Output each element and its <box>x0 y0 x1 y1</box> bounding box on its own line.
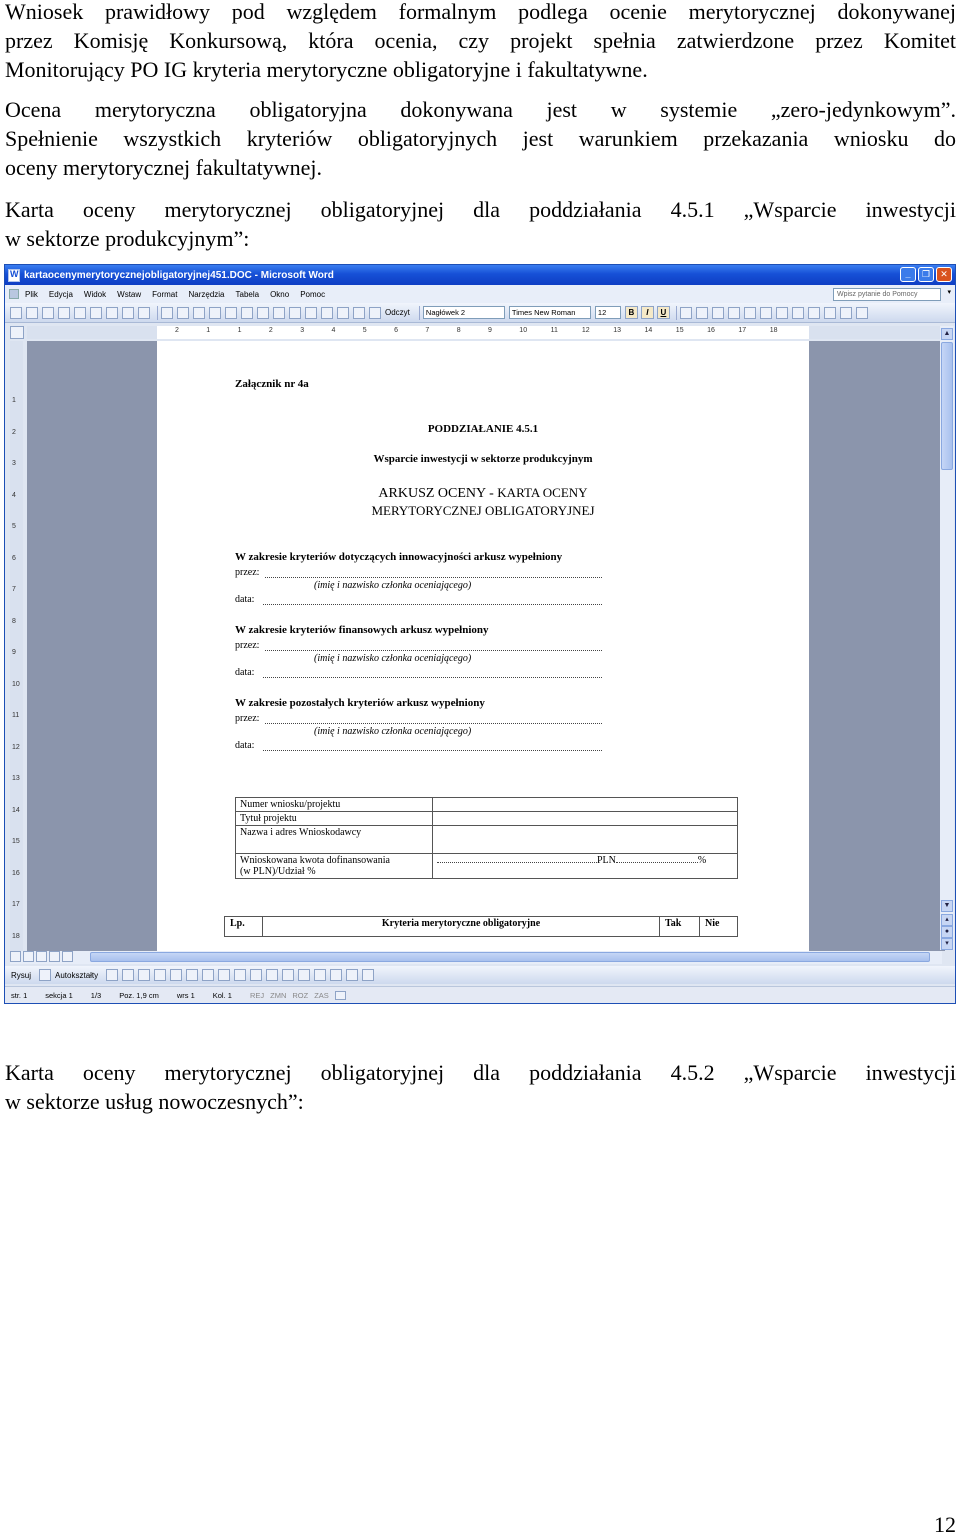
permission-icon[interactable] <box>58 307 70 319</box>
line-icon[interactable] <box>106 969 118 981</box>
align-right-icon[interactable] <box>712 307 724 319</box>
outline-view-icon[interactable] <box>49 951 60 962</box>
amount-label-line: (w PLN)/Udział % <box>240 866 316 877</box>
status-pages: 1/3 <box>90 990 102 1000</box>
status-mode-ovr[interactable]: ZAS <box>314 990 329 1000</box>
format-painter-icon[interactable] <box>209 307 221 319</box>
tables-borders-icon[interactable] <box>273 307 285 319</box>
toolbar-divider <box>676 306 677 320</box>
table-row <box>236 854 738 879</box>
ruler-number: 7 <box>12 586 16 593</box>
diagram-icon[interactable] <box>202 969 214 981</box>
close-button[interactable]: ✕ <box>936 267 952 282</box>
ruler-number: 1 <box>206 327 211 334</box>
ruler-number: 1 <box>237 327 242 334</box>
align-left-icon[interactable] <box>680 307 692 319</box>
name-note: (imię i nazwisko członka oceniającego) <box>314 580 472 591</box>
page-number: 12 <box>934 1512 956 1535</box>
fill-color-icon[interactable] <box>250 969 262 981</box>
ruler-number: 10 <box>12 680 20 688</box>
pln-unit: PLN <box>597 855 616 866</box>
ruler-number: 14 <box>644 327 653 334</box>
ruler-number: 5 <box>362 327 367 334</box>
name-note: (imię i nazwisko członka oceniającego) <box>314 653 472 664</box>
ruler-number: 12 <box>581 327 590 334</box>
table-cell: Numer wniosku/projektu <box>236 798 433 812</box>
menu-format[interactable]: Format <box>152 289 178 299</box>
amount-dotted-line <box>437 862 597 863</box>
excel-icon[interactable] <box>305 307 317 319</box>
previous-page-icon[interactable]: ▴ <box>941 914 953 926</box>
ruler-number: 11 <box>12 712 20 719</box>
sheet-title-prefix: ARKUSZ OCENY - <box>378 486 498 501</box>
font-color-icon[interactable] <box>856 307 868 319</box>
wordart-icon[interactable] <box>186 969 198 981</box>
sheet-title-card: KARTA OCENY <box>497 485 588 500</box>
by-dotted-line <box>265 650 602 651</box>
3d-icon[interactable] <box>362 969 374 981</box>
table-row <box>236 798 738 812</box>
status-mode-rec[interactable]: REJ <box>249 990 265 1000</box>
draw-menu-button[interactable]: Rysuj <box>11 970 32 980</box>
text-line: Karta oceny merytorycznej obligatoryjnej dla poddziałania 4.5.1 „Wsparcie inwestycji <box>5 197 956 222</box>
toolbar-divider <box>419 306 420 320</box>
oval-icon[interactable] <box>154 969 166 981</box>
text-line: Spełnienie wszystkich kryteriów obligatoryjnych jest warunkiem przekazania wniosku do <box>5 126 956 151</box>
table-header-cell: Nie <box>700 917 738 937</box>
print-icon[interactable] <box>90 307 102 319</box>
status-mode-trk[interactable]: ZMN <box>270 990 287 1000</box>
redo-icon[interactable] <box>241 307 253 319</box>
email-icon[interactable] <box>74 307 86 319</box>
line-spacing-icon[interactable] <box>744 307 756 319</box>
percent-dotted-line <box>616 862 698 863</box>
text-line: przez Komisję Konkursową, która ocenia, czy projekt spełnia zatwierdzone przez Komitet <box>5 28 956 53</box>
card-452-caption <box>5 1058 956 1116</box>
document-map-icon[interactable] <box>353 307 365 319</box>
highlight-icon[interactable] <box>840 307 852 319</box>
view-buttons <box>10 951 73 962</box>
by-label: przez: <box>235 640 260 651</box>
doc-menu-icon[interactable] <box>9 289 19 299</box>
text-line: w sektorze usług nowoczesnych”: <box>5 1089 304 1114</box>
ruler-number: 18 <box>769 327 778 334</box>
ruler-number: 4 <box>331 327 336 334</box>
align-center-icon[interactable] <box>696 307 708 319</box>
ruler-number: 7 <box>425 327 430 334</box>
ruler-number: 15 <box>12 838 20 845</box>
vertical-scrollbar[interactable] <box>940 326 954 950</box>
criteria-table <box>224 916 738 937</box>
show-hide-icon[interactable] <box>369 307 381 319</box>
numbering-icon[interactable] <box>760 307 772 319</box>
undo-icon[interactable] <box>225 307 237 319</box>
border-icon[interactable] <box>824 307 836 319</box>
scroll-down-icon[interactable]: ▼ <box>941 900 953 912</box>
menu-edit[interactable]: Edycja <box>48 289 73 299</box>
ruler-number: 8 <box>12 617 16 625</box>
status-mode-ext[interactable]: ROZ <box>292 990 309 1000</box>
horizontal-scrollbar[interactable] <box>10 951 942 964</box>
table-cell[interactable] <box>433 826 738 854</box>
table-header-cell: Tak <box>660 917 700 937</box>
status-line: wrs 1 <box>176 990 195 1000</box>
ruler-number: 10 <box>519 327 528 334</box>
normal-view-icon[interactable] <box>10 951 21 962</box>
ruler-number: 6 <box>12 554 16 562</box>
table-row <box>236 826 738 854</box>
help-search-input[interactable]: Wpisz pytanie do Pomocy <box>833 288 941 301</box>
ruler-number: 12 <box>12 743 20 751</box>
drawing-icon[interactable] <box>337 307 349 319</box>
font-size-select[interactable]: 12 <box>595 306 621 319</box>
columns-icon[interactable] <box>321 307 333 319</box>
table-cell[interactable] <box>433 812 738 826</box>
table-cell[interactable] <box>433 854 738 879</box>
table-header-cell: Kryteria merytoryczne obligatoryjne <box>263 917 660 937</box>
name-note: (imię i nazwisko członka oceniającego) <box>314 726 472 737</box>
ruler-number: 13 <box>12 775 20 782</box>
autoshapes-button[interactable]: Autokształty <box>55 970 99 980</box>
print-preview-icon[interactable] <box>106 307 118 319</box>
ruler-number: 2 <box>12 428 16 436</box>
menu-insert[interactable]: Wstaw <box>117 289 142 299</box>
date-label: data: <box>235 740 255 751</box>
ruler-number: 6 <box>394 327 398 334</box>
menu-file[interactable]: Plik <box>25 289 38 299</box>
ruler-number: 17 <box>12 901 20 908</box>
sheet-title-line-2: MERYTORYCZNEJ OBLIGATORYJNEJ <box>371 503 595 518</box>
shadow-icon[interactable] <box>346 969 358 981</box>
ruler-number: 9 <box>488 327 492 334</box>
title-bar <box>5 265 955 285</box>
table-row <box>225 917 738 937</box>
ruler-number: 16 <box>707 327 715 334</box>
line-color-icon[interactable] <box>266 969 278 981</box>
ruler-number: 15 <box>675 327 684 334</box>
table-cell: Nazwa i adres Wnioskodawcy <box>236 826 433 854</box>
subaction-title: Wsparcie inwestycji w sektorze produkcyjnym <box>373 453 593 465</box>
vertical-scroll-thumb[interactable] <box>941 342 953 470</box>
application-info-table <box>235 797 738 879</box>
font-color-icon[interactable] <box>282 969 294 981</box>
menu-bar <box>5 285 955 303</box>
horizontal-ruler[interactable] <box>27 326 947 339</box>
intro-paragraph <box>5 0 956 84</box>
formatting-toolbar <box>5 303 955 323</box>
minimize-button[interactable]: _ <box>900 267 916 282</box>
document-page[interactable] <box>157 341 809 951</box>
sheet-title-line-1 <box>157 485 809 502</box>
attachment-label: Załącznik nr 4a <box>235 378 309 390</box>
ruler-number: 18 <box>12 932 20 940</box>
status-section: sekcja 1 <box>45 990 73 1000</box>
menu-window[interactable]: Okno <box>270 289 290 299</box>
dash-style-icon[interactable] <box>314 969 326 981</box>
evaluation-paragraph <box>5 95 956 182</box>
window-title: kartaocenymerytorycznejobligatoryjnej451.DOC - Microsoft Word <box>24 269 334 281</box>
by-label: przez: <box>235 567 260 578</box>
insert-table-icon[interactable] <box>289 307 301 319</box>
by-dotted-line <box>265 723 602 724</box>
justify-icon[interactable] <box>728 307 740 319</box>
section-innovation-header: W zakresie kryteriów dotyczących innowacyjności arkusz wypełniony <box>235 551 563 563</box>
ruler-number: 2 <box>268 327 273 334</box>
reading-view-icon[interactable] <box>62 951 73 962</box>
textbox-icon[interactable] <box>170 969 182 981</box>
section-financial-header: W zakresie kryteriów finansowych arkusz wypełniony <box>235 624 489 636</box>
word-window-screenshot <box>4 264 956 1004</box>
date-label: data: <box>235 667 255 678</box>
text-line: oceny merytorycznej fakultatywnej. <box>5 155 323 180</box>
line-style-icon[interactable] <box>298 969 310 981</box>
horizontal-scroll-thumb[interactable] <box>90 952 930 962</box>
print-layout-icon[interactable] <box>36 951 47 962</box>
open-icon[interactable] <box>26 307 38 319</box>
by-label: przez: <box>235 713 260 724</box>
save-icon[interactable] <box>42 307 54 319</box>
table-cell <box>236 854 433 879</box>
read-button[interactable]: Odczyt <box>385 308 410 317</box>
ruler-number: 16 <box>12 869 20 877</box>
toolbar-divider <box>157 306 158 320</box>
text-line: w sektorze produkcyjnym”: <box>5 226 250 251</box>
menu-view[interactable]: Widok <box>83 289 107 299</box>
table-cell[interactable] <box>433 798 738 812</box>
select-browse-object-icon[interactable]: ● <box>941 926 953 938</box>
by-dotted-line <box>265 577 602 578</box>
next-page-icon[interactable]: ▾ <box>941 938 953 950</box>
percent-unit: % <box>697 855 707 866</box>
status-page: str. 1 <box>11 990 28 1000</box>
paste-icon[interactable] <box>193 307 205 319</box>
text-line: Ocena merytoryczna obligatoryjna dokonywana jest w systemie „zero-jedynkowym”. <box>5 97 956 122</box>
italic-button[interactable]: I <box>641 306 654 319</box>
scroll-up-icon[interactable]: ▲ <box>941 328 953 340</box>
ruler-number: 3 <box>12 460 16 467</box>
underline-button[interactable]: U <box>657 306 670 319</box>
clipart-icon[interactable] <box>218 969 230 981</box>
status-position: Poz. 1,9 cm <box>119 990 159 1000</box>
ruler-number: 13 <box>613 327 621 334</box>
ruler-number: 4 <box>12 491 16 499</box>
picture-icon[interactable] <box>234 969 246 981</box>
date-label: data: <box>235 594 255 605</box>
decrease-indent-icon[interactable] <box>792 307 804 319</box>
card-451-caption <box>5 195 956 253</box>
status-column: Kol. 1 <box>212 990 232 1000</box>
select-objects-icon[interactable] <box>39 969 51 981</box>
ruler-number: 1 <box>12 397 16 404</box>
bold-button[interactable]: B <box>625 306 638 319</box>
table-cell: Tytuł projektu <box>236 812 433 826</box>
tab-selector-icon[interactable] <box>10 326 24 339</box>
web-view-icon[interactable] <box>23 951 34 962</box>
status-bar <box>5 986 955 1003</box>
ruler-number: 3 <box>300 327 305 334</box>
spelling-status-icon[interactable] <box>335 991 346 1000</box>
ruler-number: 11 <box>550 327 558 334</box>
ruler-number: 17 <box>738 327 747 334</box>
menu-help[interactable]: Pomoc <box>300 289 326 299</box>
date-dotted-line <box>263 677 602 678</box>
text-line: Monitorujący PO IG kryteria merytoryczne obligatoryjne i fakultatywne. <box>5 57 648 82</box>
text-line: Karta oceny merytorycznej obligatoryjnej dla poddziałania 4.5.2 „Wsparcie inwestycji <box>5 1060 956 1085</box>
table-row <box>236 812 738 826</box>
vertical-ruler[interactable] <box>10 341 23 951</box>
menu-tools[interactable]: Narzędzia <box>188 289 225 299</box>
text-line: Wniosek prawidłowy pod względem formalnym podlega ocenie merytorycznej dokonywanej <box>5 0 956 24</box>
arrow-icon[interactable] <box>122 969 134 981</box>
ruler-number: 14 <box>12 806 20 814</box>
new-document-icon[interactable] <box>10 307 22 319</box>
ruler-number: 8 <box>456 327 461 334</box>
research-icon[interactable] <box>138 307 150 319</box>
ruler-number: 9 <box>12 649 16 656</box>
font-select[interactable]: Times New Roman <box>509 306 591 319</box>
spelling-icon[interactable] <box>122 307 134 319</box>
style-select[interactable]: Nagłówek 2 <box>423 306 505 319</box>
ruler-number: 5 <box>12 523 16 530</box>
section-other-header: W zakresie pozostałych kryteriów arkusz wypełniony <box>235 697 485 709</box>
drawing-toolbar <box>5 966 955 984</box>
hyperlink-icon[interactable] <box>257 307 269 319</box>
document-area <box>27 341 945 951</box>
bullets-icon[interactable] <box>776 307 788 319</box>
date-dotted-line <box>263 604 602 605</box>
rectangle-icon[interactable] <box>138 969 150 981</box>
table-header-cell: Lp. <box>225 917 263 937</box>
amount-label-line: Wnioskowana kwota dofinansowania <box>240 855 390 866</box>
help-dropdown-arrow-icon[interactable]: ▾ <box>947 289 951 296</box>
menu-table[interactable]: Tabela <box>235 289 260 299</box>
ruler-number: 2 <box>175 327 179 334</box>
restore-button[interactable]: ❐ <box>918 267 934 282</box>
increase-indent-icon[interactable] <box>808 307 820 319</box>
date-dotted-line <box>263 750 602 751</box>
subaction-number: PODDZIAŁANIE 4.5.1 <box>427 423 539 435</box>
arrow-style-icon[interactable] <box>330 969 342 981</box>
word-doc-icon <box>8 269 20 282</box>
copy-icon[interactable] <box>177 307 189 319</box>
cut-icon[interactable] <box>161 307 173 319</box>
